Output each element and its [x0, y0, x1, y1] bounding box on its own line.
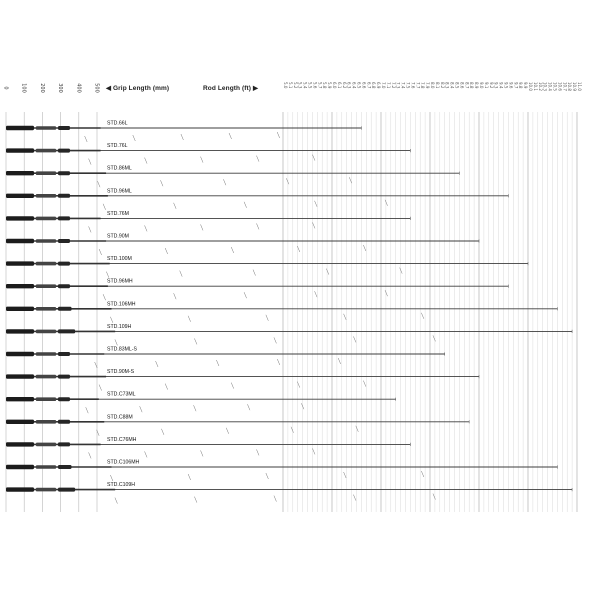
- rod-model-label: STD.C109H: [107, 482, 135, 489]
- rod-guide: [256, 156, 259, 162]
- ft-tick-label: 10.7: [562, 82, 568, 91]
- ft-tick-label: 8.5: [454, 82, 460, 89]
- rod-row: [6, 234, 479, 256]
- rod-guide: [188, 316, 191, 322]
- rod-guide: [156, 361, 159, 367]
- rod-guide: [133, 135, 136, 141]
- rod-rear-grip: [6, 239, 34, 243]
- rod-guide: [256, 449, 259, 455]
- ft-tick-label: 6.7: [366, 82, 372, 89]
- rod-reel-seat: [36, 420, 56, 424]
- rod-guide: [180, 271, 183, 277]
- rod-guide: [161, 429, 164, 435]
- rod-rear-grip: [6, 171, 34, 175]
- rod-reel-seat: [36, 284, 56, 288]
- rod-reel-seat: [36, 443, 56, 447]
- ft-tick-label: 7.0: [381, 82, 386, 89]
- rod-length-header: [203, 84, 258, 92]
- rod-row: [6, 347, 445, 369]
- rod-guide: [277, 132, 280, 138]
- rod-row: [6, 437, 410, 459]
- right-arrow-icon: ▶: [252, 85, 259, 92]
- left-arrow-icon: ◀: [106, 85, 112, 92]
- rod-guide: [174, 203, 177, 209]
- rod-guide: [85, 136, 88, 142]
- rod-fore-grip: [58, 239, 70, 243]
- rod-row: [6, 460, 557, 482]
- ft-tick-label: 8.4: [449, 82, 455, 89]
- rod-row: [6, 166, 459, 188]
- rod-reel-seat: [36, 397, 56, 401]
- rod-model-label: STD.106MH: [107, 301, 136, 308]
- rod-guide: [256, 223, 259, 229]
- rod-guide: [312, 155, 315, 161]
- rod-model-label: STD.76L: [107, 143, 128, 150]
- rod-reel-seat: [36, 126, 56, 130]
- rod-fore-grip: [58, 262, 70, 266]
- grip-length-header: [106, 84, 169, 92]
- grip-tick-label: 500: [93, 83, 100, 93]
- ft-tick-label: 6.8: [371, 82, 377, 89]
- rod-fore-grip: [58, 442, 70, 446]
- rod-guide: [140, 406, 143, 412]
- ft-tick-label: 7.3: [395, 82, 401, 89]
- rod-guide: [385, 290, 388, 296]
- rod-guide: [145, 158, 148, 164]
- rod-model-label: STD.109H: [107, 323, 132, 330]
- rod-guide: [201, 157, 204, 163]
- rod-fore-grip: [58, 149, 70, 153]
- grip-tick-label: 300: [57, 83, 64, 93]
- rod-model-label: STD.66L: [107, 120, 128, 127]
- rod-rear-grip: [6, 487, 34, 491]
- rod-reel-seat: [36, 330, 56, 334]
- rod-fore-grip: [58, 420, 70, 424]
- rod-guide: [226, 428, 229, 434]
- rod-guide: [201, 450, 204, 456]
- rod-guide: [103, 294, 106, 300]
- rod-guide: [89, 226, 92, 232]
- rod-guide: [400, 268, 403, 274]
- ft-tick-label: 9.3: [493, 82, 499, 89]
- rod-rear-grip: [6, 465, 34, 469]
- rod-row: [6, 121, 361, 143]
- rod-rear-grip: [6, 284, 34, 288]
- rod-guide: [353, 336, 356, 342]
- grid-layer: [6, 112, 577, 512]
- rod-model-label: STD.96MH: [107, 278, 133, 285]
- ft-tick-label: 9.6: [508, 82, 514, 89]
- rod-layer: [6, 121, 572, 504]
- rod-rear-grip: [6, 397, 34, 401]
- rod-guide: [356, 426, 359, 432]
- rod-guide: [181, 134, 184, 140]
- rod-rear-grip: [6, 329, 34, 333]
- rod-guide: [244, 202, 247, 208]
- rod-guide: [274, 496, 277, 502]
- ft-tick-label: 7.9: [425, 82, 431, 89]
- rod-fore-grip: [58, 375, 70, 379]
- rod-row: [6, 301, 557, 323]
- rod-guide: [344, 314, 347, 320]
- rod-row: [6, 188, 508, 210]
- rod-guide: [115, 339, 118, 345]
- rod-guide: [421, 313, 424, 319]
- grip-tick-label: 0: [2, 86, 9, 90]
- rod-rear-grip: [6, 261, 34, 265]
- ft-tick-label: 8.8: [469, 82, 475, 89]
- rod-row: [6, 392, 396, 414]
- rod-row: [6, 143, 410, 165]
- rod-guide: [229, 133, 232, 139]
- ft-tick-label: 10.2: [537, 82, 543, 91]
- rod-fore-grip: [58, 329, 75, 333]
- rod-guide: [194, 497, 197, 503]
- rod-rear-grip: [6, 307, 34, 311]
- rod-fore-grip: [58, 397, 70, 401]
- ft-tick-label: 5.0: [283, 82, 288, 89]
- rod-guide: [188, 474, 191, 480]
- ft-tick-label: 9.2: [488, 82, 494, 89]
- rod-guide: [110, 475, 113, 481]
- rod-reel-seat: [36, 262, 56, 266]
- ft-tick-label: 9.4: [498, 82, 504, 89]
- ft-tick-label: 5.9: [327, 82, 333, 89]
- rod-guide: [266, 473, 269, 479]
- rod-fore-grip: [58, 216, 70, 220]
- rod-guide: [110, 317, 113, 323]
- ft-tick-label: 8.6: [459, 82, 465, 89]
- rod-guide: [106, 272, 109, 278]
- rod-row: [6, 279, 508, 301]
- rod-guide: [385, 200, 388, 206]
- rod-rear-grip: [6, 126, 34, 130]
- ft-tick-label: 6.3: [346, 82, 352, 89]
- ft-tick-label: 10.9: [572, 82, 578, 91]
- rod-guide: [216, 360, 219, 366]
- ft-tick-label: 7.2: [390, 82, 396, 89]
- ft-tick-label: 10.6: [557, 82, 563, 91]
- rod-guide: [244, 292, 247, 298]
- grip-tick-label: 400: [75, 83, 82, 93]
- rod-guide: [115, 498, 118, 504]
- rod-fore-grip: [58, 126, 70, 130]
- rod-guide: [231, 383, 234, 389]
- rod-reel-seat: [36, 239, 56, 243]
- ft-tick-label: 9.9: [523, 82, 529, 89]
- ft-tick-label: 6.6: [361, 82, 367, 89]
- rod-guide: [98, 181, 101, 187]
- rod-guide: [231, 247, 234, 253]
- rod-guide: [194, 405, 197, 411]
- rod-guide: [247, 404, 250, 410]
- rod-guide: [277, 359, 280, 365]
- rod-model-label: STD.C73ML: [107, 391, 136, 398]
- ft-tick-label: 7.7: [415, 82, 421, 89]
- ft-tick-label: 9.1: [483, 82, 489, 89]
- ft-tick-label: 8.9: [474, 82, 480, 89]
- ft-tick-label: 5.6: [312, 82, 318, 89]
- rod-guide: [165, 384, 168, 390]
- rod-row: [6, 324, 572, 346]
- rod-row: [6, 482, 572, 504]
- rod-model-label: STD.C76MH: [107, 436, 137, 443]
- rod-row: [6, 414, 469, 436]
- rod-guide: [312, 448, 315, 454]
- rod-model-label: STD.90M-S: [107, 369, 135, 376]
- ft-tick-label: 9.5: [503, 82, 509, 89]
- rod-model-label: STD.76M: [107, 210, 129, 217]
- rod-reel-seat: [36, 217, 56, 221]
- ft-tick-label: 7.1: [385, 82, 391, 89]
- rod-fore-grip: [58, 488, 75, 492]
- ft-tick-label: 8.0: [430, 82, 435, 89]
- rod-guide: [286, 178, 289, 184]
- ft-tick-label: 9.8: [518, 82, 524, 89]
- rod-guide: [315, 291, 318, 297]
- rod-guide: [421, 471, 424, 477]
- rod-guide: [223, 179, 226, 185]
- rod-guide: [253, 270, 256, 276]
- ft-tick-label: 6.9: [376, 82, 382, 89]
- rod-rear-grip: [6, 420, 34, 424]
- rod-rear-grip: [6, 216, 34, 220]
- rod-fore-grip: [58, 194, 70, 198]
- ft-tick-label: 6.2: [341, 82, 347, 89]
- rod-rear-grip: [6, 148, 34, 152]
- rod-guide: [145, 451, 148, 457]
- ft-tick-label: 5.4: [302, 82, 308, 89]
- rod-guide: [266, 315, 269, 321]
- rod-model-label: STD.C88M: [107, 414, 133, 421]
- ft-tick-label: 8.1: [434, 82, 440, 89]
- ft-tick-label: 10.8: [567, 82, 573, 91]
- ft-tick-label: 7.5: [405, 82, 411, 89]
- rod-rear-grip: [6, 442, 34, 446]
- rod-model-label: STD.90M: [107, 233, 129, 240]
- rod-rear-grip: [6, 374, 34, 378]
- rod-guide: [363, 245, 366, 251]
- rod-model-label: STD.83ML-S: [107, 346, 137, 353]
- ft-tick-label: 5.8: [322, 82, 328, 89]
- ft-tick-label: 8.2: [439, 82, 445, 89]
- rod-guide: [103, 204, 106, 210]
- ft-tick-label: 10.5: [552, 82, 558, 91]
- ft-tick-label: 5.3: [297, 82, 303, 89]
- rod-fore-grip: [58, 284, 70, 288]
- rod-rear-grip: [6, 352, 34, 356]
- rod-guide: [291, 427, 294, 433]
- rod-guide: [344, 472, 347, 478]
- rod-guide: [338, 358, 341, 364]
- ft-tick-label: 7.4: [400, 82, 406, 89]
- ft-tick-label: 6.1: [336, 82, 342, 89]
- rod-reel-seat: [36, 465, 56, 469]
- ft-tick-label: 5.1: [287, 82, 293, 89]
- rod-guide: [99, 249, 102, 255]
- ft-tick-label: 10.1: [532, 82, 538, 91]
- ft-tick-label: 5.7: [317, 82, 323, 89]
- rod-guide: [363, 381, 366, 387]
- rod-guide: [326, 269, 329, 275]
- ft-tick-label: 8.7: [464, 82, 470, 89]
- ft-tick-label: 5.5: [307, 82, 313, 89]
- rod-guide: [89, 159, 92, 165]
- rod-rear-grip: [6, 194, 34, 198]
- rod-reel-seat: [36, 307, 56, 311]
- rod-model-label: STD.96ML: [107, 188, 132, 195]
- rod-reel-seat: [36, 488, 56, 492]
- grip-length-label: Grip Length (mm): [113, 85, 170, 92]
- ft-tick-label: 9.7: [513, 82, 519, 89]
- rod-model-label: STD.86ML: [107, 165, 132, 172]
- ft-tick-label: 9.0: [479, 82, 484, 89]
- rod-reel-seat: [36, 149, 56, 153]
- ft-tick-label: 7.8: [420, 82, 426, 89]
- rod-reel-seat: [36, 375, 56, 379]
- rod-guide: [99, 385, 102, 391]
- rod-length-label: Rod Length (ft): [203, 85, 252, 92]
- rod-guide: [274, 337, 277, 343]
- ft-tick-label: 11.0: [577, 82, 582, 91]
- ft-tick-label: 6.0: [332, 82, 337, 89]
- grip-tick-label: 200: [38, 83, 45, 93]
- rod-row: [6, 211, 410, 233]
- rod-reel-seat: [36, 171, 56, 175]
- ft-tick-label: 10.3: [542, 82, 548, 91]
- rod-guide: [160, 180, 163, 186]
- rod-fore-grip: [58, 465, 72, 469]
- ft-tick-label: 10.0: [528, 82, 533, 91]
- grip-tick-label: 100: [20, 83, 27, 93]
- rod-guide: [315, 201, 318, 207]
- rod-reel-seat: [36, 194, 56, 198]
- rod-guide: [89, 452, 92, 458]
- tick-layer: [3, 82, 583, 93]
- rod-model-label: STD.C106MH: [107, 459, 140, 466]
- ft-tick-label: 10.4: [547, 82, 553, 91]
- rod-row: [6, 369, 479, 391]
- rod-model-label: STD.100M: [107, 256, 132, 263]
- rod-guide: [201, 224, 204, 230]
- ft-tick-label: 6.5: [356, 82, 362, 89]
- rod-guide: [174, 293, 177, 299]
- ft-tick-label: 6.4: [351, 82, 357, 89]
- rod-guide: [165, 248, 168, 254]
- rod-reel-seat: [36, 352, 56, 356]
- rod-guide: [312, 222, 315, 228]
- rod-guide: [194, 338, 197, 344]
- rod-guide: [86, 407, 89, 413]
- rod-fore-grip: [58, 171, 70, 175]
- rod-fore-grip: [58, 307, 72, 311]
- rod-guide: [145, 225, 148, 231]
- ft-tick-label: 7.6: [410, 82, 416, 89]
- ft-tick-label: 5.2: [292, 82, 298, 89]
- rod-fore-grip: [58, 352, 70, 356]
- rod-guide: [353, 495, 356, 501]
- ft-tick-label: 8.3: [444, 82, 450, 89]
